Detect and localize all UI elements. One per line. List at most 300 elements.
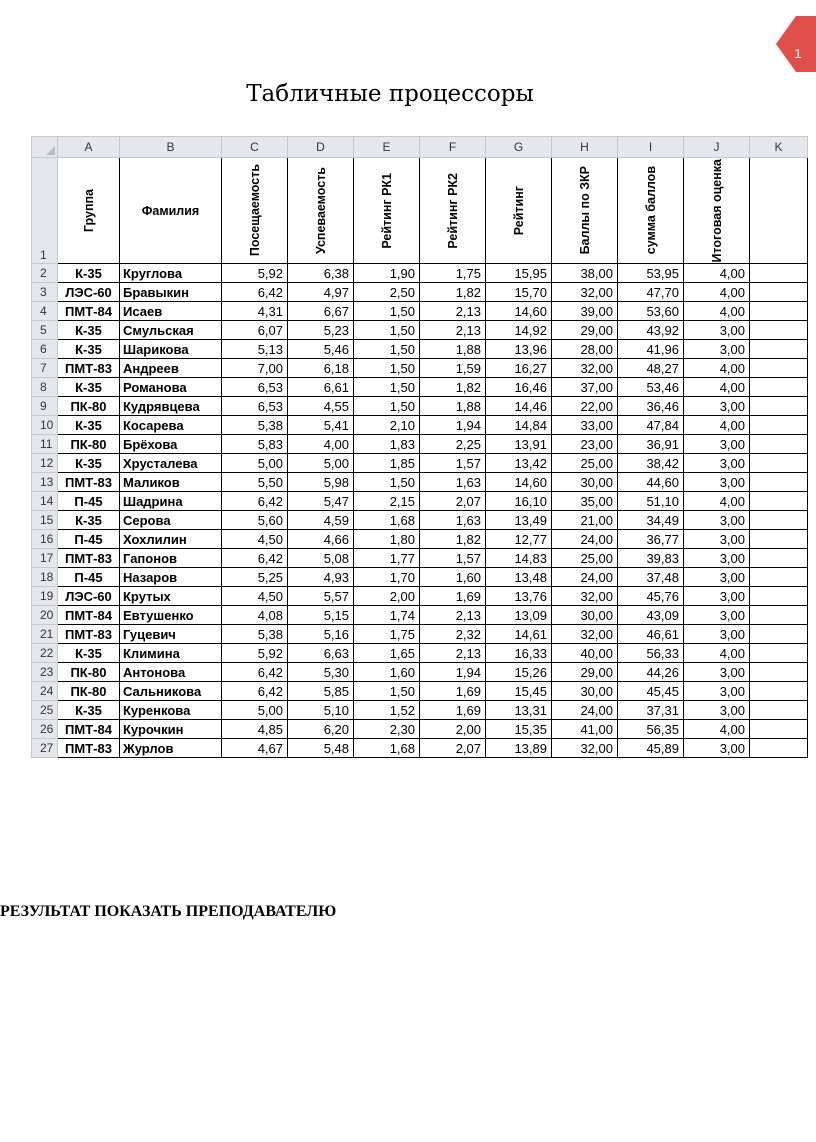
row-number[interactable]: 25 (32, 701, 58, 720)
value-cell[interactable]: 14,83 (486, 549, 552, 568)
row-number[interactable]: 26 (32, 720, 58, 739)
row-number[interactable]: 14 (32, 492, 58, 511)
column-header[interactable]: B (120, 137, 222, 158)
value-cell[interactable]: 1,94 (420, 663, 486, 682)
value-cell[interactable]: 13,48 (486, 568, 552, 587)
surname-cell[interactable]: Климина (120, 644, 222, 663)
header-cell[interactable] (354, 158, 420, 264)
value-cell[interactable]: 24,00 (552, 530, 618, 549)
value-cell[interactable]: 15,95 (486, 264, 552, 283)
empty-cell[interactable] (750, 416, 808, 435)
value-cell[interactable]: 5,08 (288, 549, 354, 568)
value-cell[interactable]: 4,00 (684, 264, 750, 283)
value-cell[interactable]: 1,82 (420, 530, 486, 549)
empty-cell[interactable] (750, 283, 808, 302)
value-cell[interactable]: 4,00 (684, 492, 750, 511)
value-cell[interactable]: 3,00 (684, 739, 750, 758)
value-cell[interactable]: 1,63 (420, 511, 486, 530)
value-cell[interactable]: 32,00 (552, 739, 618, 758)
value-cell[interactable]: 4,00 (684, 644, 750, 663)
header-cell[interactable] (486, 158, 552, 264)
column-header[interactable]: A (58, 137, 120, 158)
empty-cell[interactable] (750, 587, 808, 606)
row-number[interactable]: 17 (32, 549, 58, 568)
group-cell[interactable]: ЛЭС-60 (58, 283, 120, 302)
value-cell[interactable]: 32,00 (552, 359, 618, 378)
column-header[interactable]: I (618, 137, 684, 158)
value-cell[interactable]: 13,96 (486, 340, 552, 359)
value-cell[interactable]: 4,59 (288, 511, 354, 530)
value-cell[interactable]: 1,59 (420, 359, 486, 378)
group-cell[interactable]: ПМТ-83 (58, 549, 120, 568)
value-cell[interactable]: 1,75 (354, 625, 420, 644)
value-cell[interactable]: 4,66 (288, 530, 354, 549)
value-cell[interactable]: 28,00 (552, 340, 618, 359)
value-cell[interactable]: 4,00 (684, 359, 750, 378)
surname-cell[interactable]: Шадрина (120, 492, 222, 511)
value-cell[interactable]: 39,00 (552, 302, 618, 321)
value-cell[interactable]: 6,67 (288, 302, 354, 321)
row-number[interactable]: 9 (32, 397, 58, 416)
surname-cell[interactable]: Хрусталева (120, 454, 222, 473)
column-header[interactable]: J (684, 137, 750, 158)
header-cell[interactable] (618, 158, 684, 264)
value-cell[interactable]: 4,00 (288, 435, 354, 454)
value-cell[interactable]: 53,46 (618, 378, 684, 397)
group-cell[interactable]: П-45 (58, 492, 120, 511)
value-cell[interactable]: 4,50 (222, 530, 288, 549)
header-cell[interactable] (222, 158, 288, 264)
empty-cell[interactable] (750, 530, 808, 549)
value-cell[interactable]: 3,00 (684, 625, 750, 644)
column-header[interactable]: G (486, 137, 552, 158)
value-cell[interactable]: 38,00 (552, 264, 618, 283)
empty-cell[interactable] (750, 158, 808, 264)
row-number[interactable]: 19 (32, 587, 58, 606)
value-cell[interactable]: 1,88 (420, 397, 486, 416)
row-number[interactable]: 13 (32, 473, 58, 492)
value-cell[interactable]: 25,00 (552, 549, 618, 568)
group-cell[interactable]: К-35 (58, 340, 120, 359)
value-cell[interactable]: 1,57 (420, 454, 486, 473)
row-number[interactable]: 21 (32, 625, 58, 644)
empty-cell[interactable] (750, 511, 808, 530)
value-cell[interactable]: 36,91 (618, 435, 684, 454)
surname-cell[interactable]: Шарикова (120, 340, 222, 359)
value-cell[interactable]: 41,96 (618, 340, 684, 359)
value-cell[interactable]: 1,65 (354, 644, 420, 663)
value-cell[interactable]: 3,00 (684, 682, 750, 701)
value-cell[interactable]: 12,77 (486, 530, 552, 549)
empty-cell[interactable] (750, 397, 808, 416)
surname-cell[interactable]: Маликов (120, 473, 222, 492)
row-number[interactable]: 7 (32, 359, 58, 378)
value-cell[interactable]: 14,84 (486, 416, 552, 435)
value-cell[interactable]: 32,00 (552, 283, 618, 302)
value-cell[interactable]: 14,46 (486, 397, 552, 416)
value-cell[interactable]: 4,97 (288, 283, 354, 302)
value-cell[interactable]: 3,00 (684, 530, 750, 549)
value-cell[interactable]: 3,00 (684, 606, 750, 625)
value-cell[interactable]: 2,13 (420, 606, 486, 625)
value-cell[interactable]: 45,89 (618, 739, 684, 758)
empty-cell[interactable] (750, 359, 808, 378)
value-cell[interactable]: 25,00 (552, 454, 618, 473)
value-cell[interactable]: 1,85 (354, 454, 420, 473)
value-cell[interactable]: 1,83 (354, 435, 420, 454)
surname-cell[interactable]: Назаров (120, 568, 222, 587)
column-header[interactable]: F (420, 137, 486, 158)
value-cell[interactable]: 2,30 (354, 720, 420, 739)
value-cell[interactable]: 32,00 (552, 587, 618, 606)
value-cell[interactable]: 6,42 (222, 682, 288, 701)
group-cell[interactable]: ПМТ-83 (58, 739, 120, 758)
value-cell[interactable]: 14,92 (486, 321, 552, 340)
value-cell[interactable]: 29,00 (552, 663, 618, 682)
value-cell[interactable]: 1,88 (420, 340, 486, 359)
surname-cell[interactable]: Журлов (120, 739, 222, 758)
group-cell[interactable]: ПМТ-84 (58, 606, 120, 625)
value-cell[interactable]: 5,30 (288, 663, 354, 682)
value-cell[interactable]: 5,92 (222, 264, 288, 283)
value-cell[interactable]: 4,31 (222, 302, 288, 321)
empty-cell[interactable] (750, 701, 808, 720)
value-cell[interactable]: 5,13 (222, 340, 288, 359)
value-cell[interactable]: 4,67 (222, 739, 288, 758)
group-cell[interactable]: ЛЭС-60 (58, 587, 120, 606)
group-cell[interactable]: К-35 (58, 321, 120, 340)
value-cell[interactable]: 1,82 (420, 378, 486, 397)
surname-cell[interactable]: Крутых (120, 587, 222, 606)
group-cell[interactable]: П-45 (58, 568, 120, 587)
value-cell[interactable]: 5,83 (222, 435, 288, 454)
value-cell[interactable]: 1,70 (354, 568, 420, 587)
value-cell[interactable]: 2,50 (354, 283, 420, 302)
value-cell[interactable]: 23,00 (552, 435, 618, 454)
value-cell[interactable]: 5,00 (222, 454, 288, 473)
value-cell[interactable]: 4,50 (222, 587, 288, 606)
row-number[interactable]: 27 (32, 739, 58, 758)
value-cell[interactable]: 5,48 (288, 739, 354, 758)
value-cell[interactable]: 3,00 (684, 663, 750, 682)
value-cell[interactable]: 4,55 (288, 397, 354, 416)
value-cell[interactable]: 5,25 (222, 568, 288, 587)
value-cell[interactable]: 32,00 (552, 625, 618, 644)
row-number[interactable]: 5 (32, 321, 58, 340)
value-cell[interactable]: 1,50 (354, 302, 420, 321)
value-cell[interactable]: 36,46 (618, 397, 684, 416)
value-cell[interactable]: 6,42 (222, 663, 288, 682)
empty-cell[interactable] (750, 264, 808, 283)
value-cell[interactable]: 5,50 (222, 473, 288, 492)
group-cell[interactable]: ПК-80 (58, 435, 120, 454)
value-cell[interactable]: 1,57 (420, 549, 486, 568)
row-number[interactable]: 10 (32, 416, 58, 435)
surname-cell[interactable]: Куренкова (120, 701, 222, 720)
group-cell[interactable]: К-35 (58, 511, 120, 530)
empty-cell[interactable] (750, 454, 808, 473)
value-cell[interactable]: 5,41 (288, 416, 354, 435)
row-number[interactable]: 4 (32, 302, 58, 321)
value-cell[interactable]: 6,61 (288, 378, 354, 397)
value-cell[interactable]: 1,68 (354, 739, 420, 758)
value-cell[interactable]: 13,91 (486, 435, 552, 454)
value-cell[interactable]: 33,00 (552, 416, 618, 435)
value-cell[interactable]: 37,31 (618, 701, 684, 720)
row-number[interactable]: 6 (32, 340, 58, 359)
value-cell[interactable]: 21,00 (552, 511, 618, 530)
value-cell[interactable]: 15,26 (486, 663, 552, 682)
value-cell[interactable]: 2,00 (420, 720, 486, 739)
value-cell[interactable]: 3,00 (684, 587, 750, 606)
value-cell[interactable]: 1,50 (354, 359, 420, 378)
value-cell[interactable]: 39,83 (618, 549, 684, 568)
value-cell[interactable]: 5,57 (288, 587, 354, 606)
value-cell[interactable]: 2,00 (354, 587, 420, 606)
row-number[interactable]: 23 (32, 663, 58, 682)
value-cell[interactable]: 1,63 (420, 473, 486, 492)
value-cell[interactable]: 1,90 (354, 264, 420, 283)
select-all-corner[interactable] (32, 137, 58, 158)
value-cell[interactable]: 13,89 (486, 739, 552, 758)
value-cell[interactable]: 3,00 (684, 568, 750, 587)
header-cell[interactable] (684, 158, 750, 264)
group-cell[interactable]: ПМТ-83 (58, 625, 120, 644)
group-cell[interactable]: ПК-80 (58, 397, 120, 416)
value-cell[interactable]: 1,60 (420, 568, 486, 587)
surname-cell[interactable]: Евтушенко (120, 606, 222, 625)
value-cell[interactable]: 3,00 (684, 435, 750, 454)
row-number[interactable]: 12 (32, 454, 58, 473)
group-cell[interactable]: К-35 (58, 378, 120, 397)
value-cell[interactable]: 3,00 (684, 701, 750, 720)
value-cell[interactable]: 13,09 (486, 606, 552, 625)
value-cell[interactable]: 46,61 (618, 625, 684, 644)
value-cell[interactable]: 51,10 (618, 492, 684, 511)
value-cell[interactable]: 45,76 (618, 587, 684, 606)
empty-cell[interactable] (750, 492, 808, 511)
value-cell[interactable]: 30,00 (552, 682, 618, 701)
value-cell[interactable]: 1,80 (354, 530, 420, 549)
value-cell[interactable]: 16,27 (486, 359, 552, 378)
value-cell[interactable]: 1,75 (420, 264, 486, 283)
value-cell[interactable]: 5,38 (222, 416, 288, 435)
empty-cell[interactable] (750, 568, 808, 587)
empty-cell[interactable] (750, 378, 808, 397)
value-cell[interactable]: 4,00 (684, 416, 750, 435)
value-cell[interactable]: 4,08 (222, 606, 288, 625)
value-cell[interactable]: 13,76 (486, 587, 552, 606)
surname-cell[interactable]: Серова (120, 511, 222, 530)
value-cell[interactable]: 44,60 (618, 473, 684, 492)
value-cell[interactable]: 2,13 (420, 302, 486, 321)
value-cell[interactable]: 35,00 (552, 492, 618, 511)
surname-cell[interactable]: Андреев (120, 359, 222, 378)
empty-cell[interactable] (750, 663, 808, 682)
value-cell[interactable]: 45,45 (618, 682, 684, 701)
value-cell[interactable]: 36,77 (618, 530, 684, 549)
value-cell[interactable]: 6,38 (288, 264, 354, 283)
value-cell[interactable]: 29,00 (552, 321, 618, 340)
value-cell[interactable]: 4,93 (288, 568, 354, 587)
group-cell[interactable]: К-35 (58, 644, 120, 663)
empty-cell[interactable] (750, 321, 808, 340)
value-cell[interactable]: 4,00 (684, 378, 750, 397)
surname-cell[interactable]: Брёхова (120, 435, 222, 454)
row-number[interactable]: 18 (32, 568, 58, 587)
value-cell[interactable]: 1,50 (354, 321, 420, 340)
value-cell[interactable]: 2,07 (420, 739, 486, 758)
value-cell[interactable]: 30,00 (552, 606, 618, 625)
row-number[interactable]: 16 (32, 530, 58, 549)
group-cell[interactable]: П-45 (58, 530, 120, 549)
value-cell[interactable]: 1,50 (354, 378, 420, 397)
row-number[interactable]: 15 (32, 511, 58, 530)
value-cell[interactable]: 5,60 (222, 511, 288, 530)
value-cell[interactable]: 34,49 (618, 511, 684, 530)
value-cell[interactable]: 4,85 (222, 720, 288, 739)
value-cell[interactable]: 24,00 (552, 568, 618, 587)
value-cell[interactable]: 4,00 (684, 302, 750, 321)
value-cell[interactable]: 15,35 (486, 720, 552, 739)
surname-cell[interactable]: Круглова (120, 264, 222, 283)
group-cell[interactable]: К-35 (58, 416, 120, 435)
column-header[interactable]: H (552, 137, 618, 158)
value-cell[interactable]: 43,92 (618, 321, 684, 340)
value-cell[interactable]: 2,25 (420, 435, 486, 454)
surname-cell[interactable]: Косарева (120, 416, 222, 435)
value-cell[interactable]: 1,69 (420, 587, 486, 606)
empty-cell[interactable] (750, 682, 808, 701)
value-cell[interactable]: 38,42 (618, 454, 684, 473)
surname-cell[interactable]: Бравыкин (120, 283, 222, 302)
group-cell[interactable]: ПК-80 (58, 663, 120, 682)
value-cell[interactable]: 43,09 (618, 606, 684, 625)
surname-cell[interactable]: Исаев (120, 302, 222, 321)
surname-cell[interactable]: Смульская (120, 321, 222, 340)
surname-cell[interactable]: Сальникова (120, 682, 222, 701)
value-cell[interactable]: 6,42 (222, 283, 288, 302)
row-number[interactable]: 1 (32, 158, 58, 264)
value-cell[interactable]: 5,85 (288, 682, 354, 701)
value-cell[interactable]: 30,00 (552, 473, 618, 492)
row-number[interactable]: 24 (32, 682, 58, 701)
value-cell[interactable]: 1,50 (354, 682, 420, 701)
column-header[interactable]: E (354, 137, 420, 158)
column-header[interactable]: K (750, 137, 808, 158)
value-cell[interactable]: 47,70 (618, 283, 684, 302)
value-cell[interactable]: 6,20 (288, 720, 354, 739)
surname-cell[interactable]: Кудрявцева (120, 397, 222, 416)
group-cell[interactable]: ПМТ-84 (58, 302, 120, 321)
row-number[interactable]: 2 (32, 264, 58, 283)
group-cell[interactable]: К-35 (58, 264, 120, 283)
value-cell[interactable]: 2,10 (354, 416, 420, 435)
value-cell[interactable]: 44,26 (618, 663, 684, 682)
value-cell[interactable]: 6,53 (222, 397, 288, 416)
value-cell[interactable]: 1,69 (420, 701, 486, 720)
column-header[interactable]: C (222, 137, 288, 158)
group-cell[interactable]: ПМТ-83 (58, 359, 120, 378)
surname-cell[interactable]: Романова (120, 378, 222, 397)
empty-cell[interactable] (750, 302, 808, 321)
value-cell[interactable]: 1,68 (354, 511, 420, 530)
value-cell[interactable]: 16,10 (486, 492, 552, 511)
group-cell[interactable]: ПМТ-83 (58, 473, 120, 492)
surname-cell[interactable]: Курочкин (120, 720, 222, 739)
value-cell[interactable]: 1,50 (354, 397, 420, 416)
value-cell[interactable]: 3,00 (684, 549, 750, 568)
value-cell[interactable]: 15,70 (486, 283, 552, 302)
surname-cell[interactable]: Гуцевич (120, 625, 222, 644)
value-cell[interactable]: 41,00 (552, 720, 618, 739)
value-cell[interactable]: 56,35 (618, 720, 684, 739)
value-cell[interactable]: 48,27 (618, 359, 684, 378)
column-header[interactable]: D (288, 137, 354, 158)
value-cell[interactable]: 47,84 (618, 416, 684, 435)
value-cell[interactable]: 1,60 (354, 663, 420, 682)
empty-cell[interactable] (750, 644, 808, 663)
surname-cell[interactable]: Гапонов (120, 549, 222, 568)
empty-cell[interactable] (750, 549, 808, 568)
value-cell[interactable]: 7,00 (222, 359, 288, 378)
value-cell[interactable]: 56,33 (618, 644, 684, 663)
row-number[interactable]: 11 (32, 435, 58, 454)
surname-cell[interactable]: Антонова (120, 663, 222, 682)
value-cell[interactable]: 15,45 (486, 682, 552, 701)
value-cell[interactable]: 1,52 (354, 701, 420, 720)
value-cell[interactable]: 2,13 (420, 644, 486, 663)
value-cell[interactable]: 2,32 (420, 625, 486, 644)
value-cell[interactable]: 53,60 (618, 302, 684, 321)
value-cell[interactable]: 1,50 (354, 473, 420, 492)
value-cell[interactable]: 4,00 (684, 720, 750, 739)
header-cell[interactable] (120, 158, 222, 264)
value-cell[interactable]: 2,15 (354, 492, 420, 511)
value-cell[interactable]: 3,00 (684, 473, 750, 492)
value-cell[interactable]: 1,82 (420, 283, 486, 302)
header-cell[interactable] (552, 158, 618, 264)
value-cell[interactable]: 1,69 (420, 682, 486, 701)
row-number[interactable]: 3 (32, 283, 58, 302)
header-cell[interactable] (58, 158, 120, 264)
value-cell[interactable]: 2,13 (420, 321, 486, 340)
value-cell[interactable]: 3,00 (684, 321, 750, 340)
value-cell[interactable]: 1,77 (354, 549, 420, 568)
value-cell[interactable]: 13,31 (486, 701, 552, 720)
value-cell[interactable]: 6,18 (288, 359, 354, 378)
value-cell[interactable]: 3,00 (684, 511, 750, 530)
value-cell[interactable]: 5,16 (288, 625, 354, 644)
group-cell[interactable]: К-35 (58, 701, 120, 720)
value-cell[interactable]: 16,33 (486, 644, 552, 663)
value-cell[interactable]: 40,00 (552, 644, 618, 663)
value-cell[interactable]: 5,38 (222, 625, 288, 644)
value-cell[interactable]: 2,07 (420, 492, 486, 511)
value-cell[interactable]: 5,00 (222, 701, 288, 720)
value-cell[interactable]: 37,48 (618, 568, 684, 587)
surname-cell[interactable]: Хохлилин (120, 530, 222, 549)
value-cell[interactable]: 5,98 (288, 473, 354, 492)
value-cell[interactable]: 5,00 (288, 454, 354, 473)
value-cell[interactable]: 14,61 (486, 625, 552, 644)
empty-cell[interactable] (750, 625, 808, 644)
value-cell[interactable]: 4,00 (684, 283, 750, 302)
value-cell[interactable]: 1,50 (354, 340, 420, 359)
value-cell[interactable]: 3,00 (684, 454, 750, 473)
empty-cell[interactable] (750, 720, 808, 739)
value-cell[interactable]: 1,94 (420, 416, 486, 435)
